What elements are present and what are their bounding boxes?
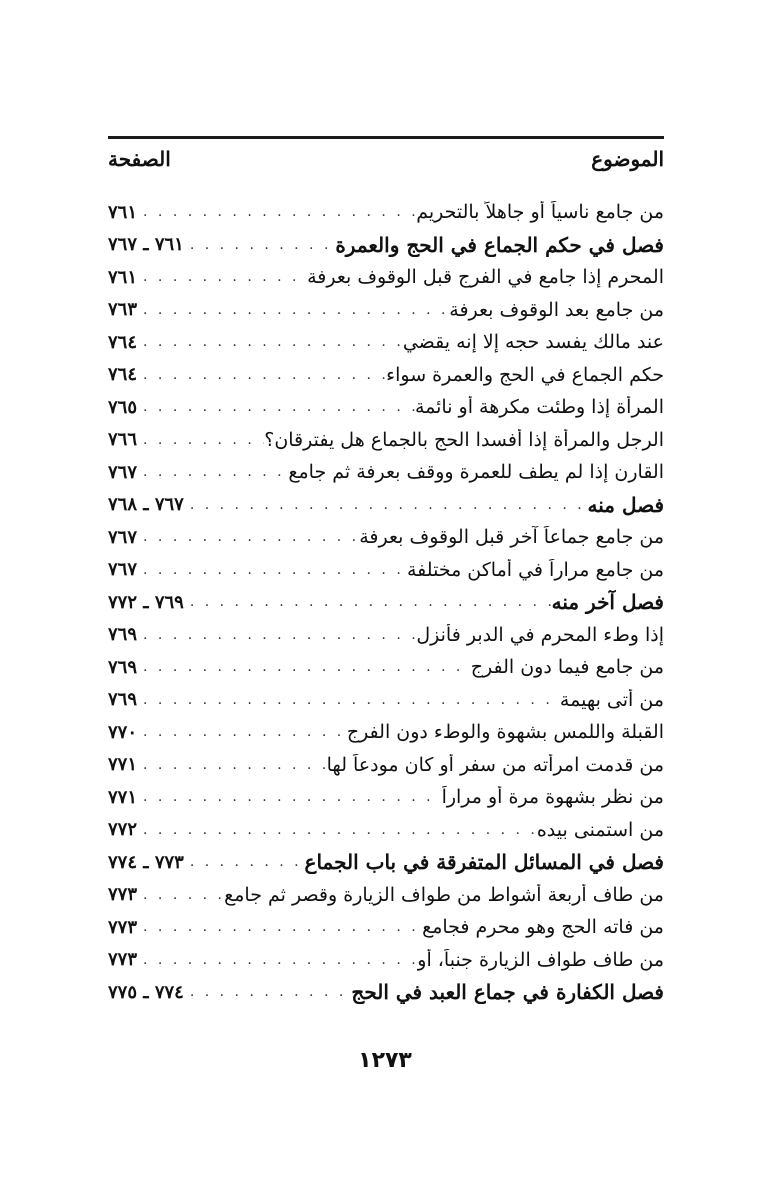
- toc-entries: [108, 196, 664, 1009]
- entry-page: ٧٦٥: [108, 396, 138, 418]
- toc-section-heading: [108, 489, 664, 522]
- entry-title: من جامع مراراً في أماكن مختلفة: [407, 558, 664, 581]
- entry-title: فصل في المسائل المتفرقة في باب الجماع: [304, 850, 664, 875]
- entry-title: الرجل والمرأة إذا أفسدا الحج بالجماع هل يفترقان؟: [264, 428, 664, 451]
- toc-entry: [108, 391, 664, 424]
- toc-section-heading: [108, 976, 664, 1009]
- dot-leader: [137, 269, 307, 285]
- dot-leader: [137, 204, 416, 220]
- entry-title: من جامع جماعاً آخر قبل الوقوف بعرفة: [359, 526, 664, 549]
- entry-page: ٧٦٧: [108, 526, 138, 548]
- toc-entry: [108, 359, 664, 392]
- toc-section-heading: [108, 229, 664, 262]
- entry-page: ٧٦١ ـ ٧٦٧: [108, 234, 184, 256]
- entry-page: ٧٧٤ ـ ٧٧٥: [108, 981, 184, 1003]
- dot-leader: [184, 594, 552, 610]
- dot-leader: [137, 432, 264, 448]
- toc-section-heading: [108, 846, 664, 879]
- entry-page: ٧٦٧: [108, 559, 138, 581]
- entry-page: ٧٧٣: [108, 949, 138, 971]
- entry-title: من طاف أربعة أشواط من طواف الزيارة وقصر ثم جامع: [224, 883, 664, 906]
- entry-title: من أتى بهيمة: [559, 688, 664, 711]
- toc-entry: [108, 424, 664, 457]
- entry-title: من جامع ناسياً أو جاهلاً بالتحريم: [416, 201, 664, 224]
- dot-leader: [137, 919, 422, 935]
- entry-title: فصل منه: [587, 492, 664, 517]
- dot-leader: [184, 497, 588, 513]
- entry-title: من جامع فيما دون الفرج: [470, 656, 664, 679]
- entry-page: ٧٦١: [108, 266, 138, 288]
- toc-entry: [108, 554, 664, 587]
- dot-leader: [137, 399, 415, 415]
- entry-page: ٧٦٩: [108, 656, 138, 678]
- page-column-label: الصفحة: [108, 147, 171, 171]
- toc-entry: [108, 716, 664, 749]
- dot-leader: [137, 692, 560, 708]
- dot-leader: [137, 822, 537, 838]
- toc-entry: [108, 196, 664, 229]
- entry-title: المرأة إذا وطئت مكرهة أو نائمة: [414, 396, 664, 419]
- entry-page: ٧٧١: [108, 754, 138, 776]
- entry-page: ٧٦٩: [108, 689, 138, 711]
- dot-leader: [137, 302, 449, 318]
- entry-page: ٧٦٤: [108, 331, 138, 353]
- entry-title: فصل آخر منه: [551, 590, 664, 615]
- toc-entry: [108, 261, 664, 294]
- entry-title: من فاته الحج وهو محرم فجامع: [422, 916, 664, 939]
- dot-leader: [137, 562, 407, 578]
- dot-leader: [137, 334, 403, 350]
- entry-page: ٧٦٩ ـ ٧٧٢: [108, 591, 184, 613]
- entry-page: ٧٦٧: [108, 461, 138, 483]
- toc-entry: [108, 749, 664, 782]
- dot-leader: [184, 854, 305, 870]
- toc-entry: [108, 684, 664, 717]
- dot-leader: [137, 627, 416, 643]
- entry-title: القارن إذا لم يطف للعمرة ووقف بعرفة ثم جامع: [288, 461, 664, 484]
- entry-title: من نظر بشهوة مرة أو مراراً: [441, 786, 664, 809]
- dot-leader: [137, 659, 471, 675]
- entry-title: عند مالك يفسد حجه إلا إنه يقضي: [402, 331, 664, 354]
- entry-page: ٧٧٣: [108, 884, 138, 906]
- toc-entry: [108, 879, 664, 912]
- dot-leader: [137, 464, 288, 480]
- toc-entry: [108, 619, 664, 652]
- entry-page: ٧٦٦: [108, 429, 138, 451]
- entry-title: من قدمت امرأته من سفر أو كان مودعاً لها: [326, 753, 664, 776]
- dot-leader: [137, 789, 442, 805]
- entry-page: ٧٦٣: [108, 299, 138, 321]
- toc-header: [108, 142, 664, 176]
- dot-leader: [137, 529, 359, 545]
- toc-entry: [108, 781, 664, 814]
- toc-entry: [108, 944, 664, 977]
- toc-entry: [108, 814, 664, 847]
- toc-entry: [108, 456, 664, 489]
- entry-title: من استمنى بيده: [536, 818, 664, 841]
- page-number: ١٢٧٣: [358, 1048, 412, 1073]
- dot-leader: [184, 984, 352, 1000]
- dot-leader: [137, 367, 386, 383]
- dot-leader: [137, 724, 347, 740]
- entry-title: القبلة واللمس بشهوة والوطء دون الفرج: [346, 721, 664, 744]
- entry-page: ٧٧٢: [108, 819, 138, 841]
- topic-column-label: الموضوع: [591, 147, 664, 171]
- entry-page: ٧٧٣: [108, 916, 138, 938]
- toc-entry: [108, 911, 664, 944]
- entry-page: ٧٦٧ ـ ٧٦٨: [108, 494, 184, 516]
- toc-section-heading: [108, 586, 664, 619]
- entry-title: من طاف طواف الزيارة جنباً، أو: [417, 948, 664, 971]
- entry-page: ٧٧١: [108, 786, 138, 808]
- dot-leader: [137, 887, 224, 903]
- entry-page: ٧٦٤: [108, 364, 138, 386]
- dot-leader: [137, 952, 417, 968]
- header-rule: [108, 136, 664, 139]
- entry-page: ٧٧٠: [108, 721, 138, 743]
- entry-title: إذا وطء المحرم في الدبر فأنزل: [416, 623, 664, 646]
- dot-leader: [184, 237, 335, 253]
- toc-entry: [108, 521, 664, 554]
- entry-title: المحرم إذا جامع في الفرج قبل الوقوف بعرفة: [307, 266, 664, 289]
- entry-page: ٧٦١: [108, 201, 138, 223]
- dot-leader: [137, 757, 327, 773]
- entry-title: فصل في حكم الجماع في الحج والعمرة: [335, 232, 664, 257]
- entry-title: فصل الكفارة في جماع العبد في الحج: [351, 980, 664, 1005]
- entry-title: من جامع بعد الوقوف بعرفة: [449, 298, 664, 321]
- entry-page: ٧٧٣ ـ ٧٧٤: [108, 851, 184, 873]
- toc-entry: [108, 294, 664, 327]
- toc-entry: [108, 326, 664, 359]
- entry-title: حكم الجماع في الحج والعمرة سواء: [386, 363, 664, 386]
- toc-entry: [108, 651, 664, 684]
- entry-page: ٧٦٩: [108, 624, 138, 646]
